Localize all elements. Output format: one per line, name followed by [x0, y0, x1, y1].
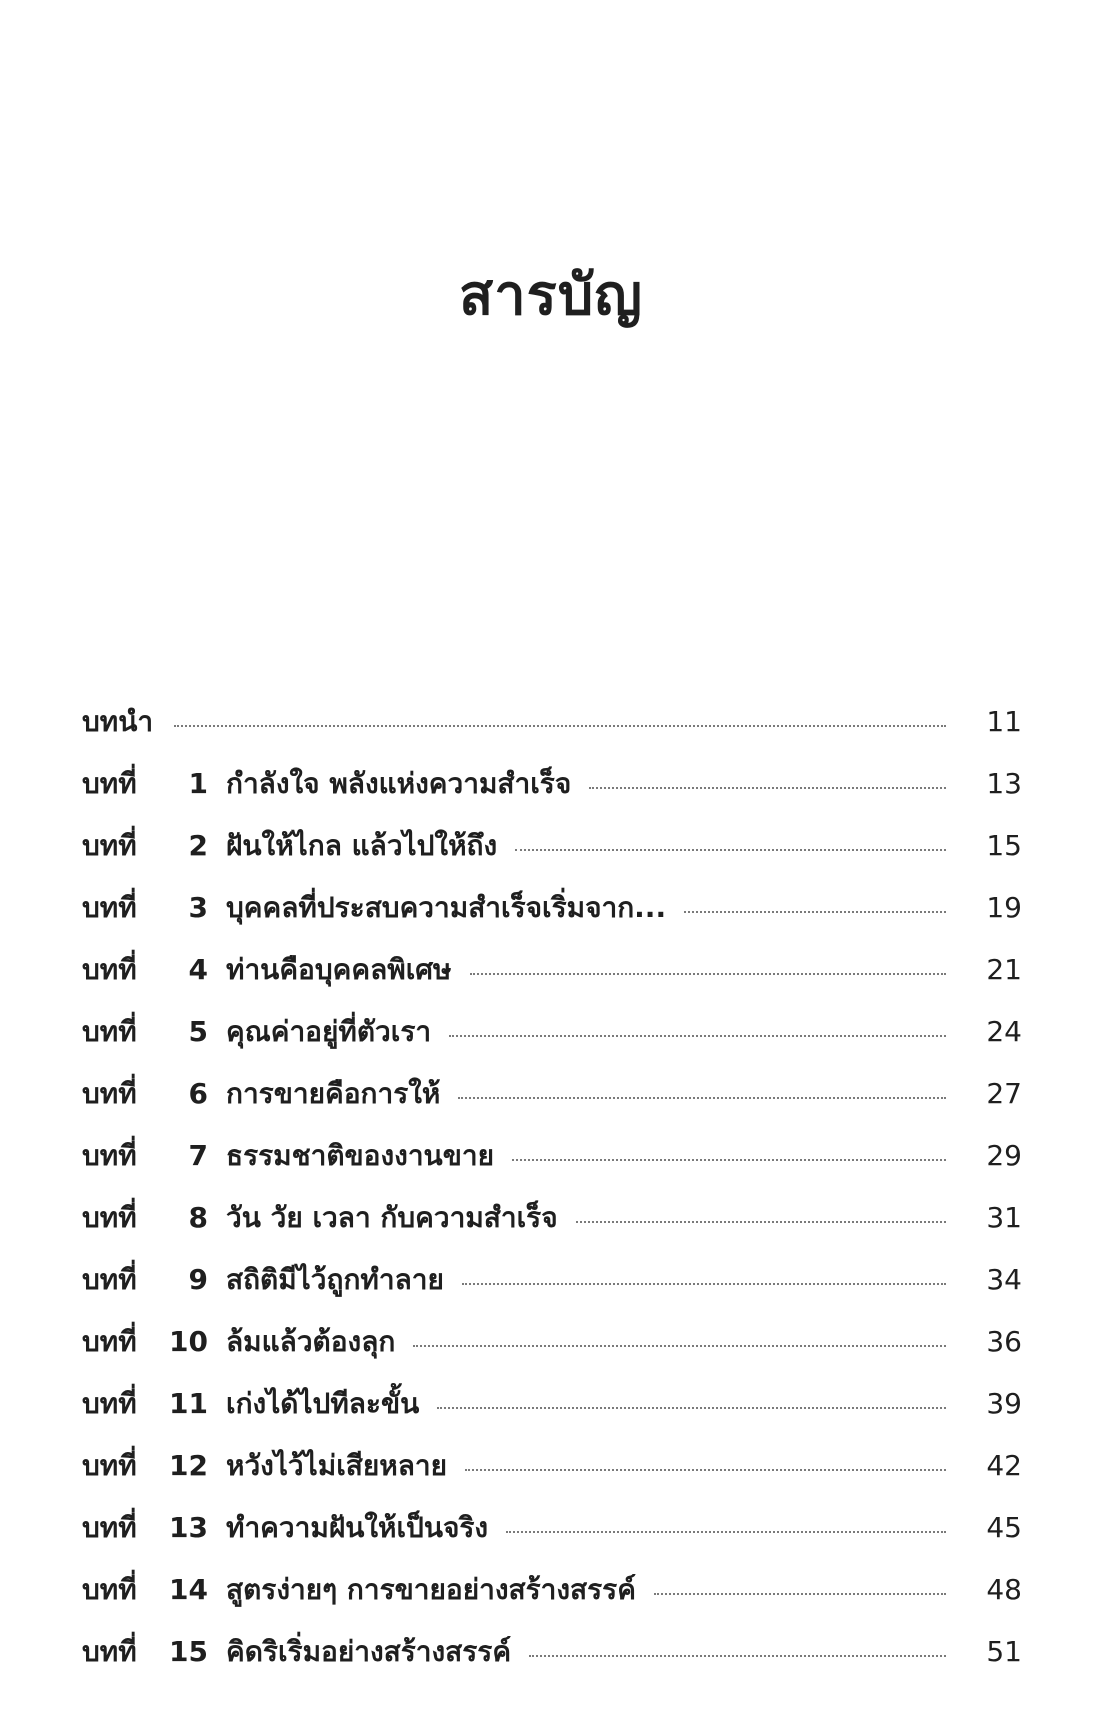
toc-entry-title: การขายคือการให้ — [226, 1077, 441, 1110]
toc-entry-page: 31 — [986, 1201, 1022, 1234]
toc-entry[interactable] — [82, 1320, 1022, 1382]
toc-entry-title: ธรรมชาติของงานขาย — [226, 1139, 494, 1172]
toc-entry[interactable] — [82, 1630, 1022, 1692]
page-title: สารบัญ — [459, 262, 643, 328]
toc-entry[interactable] — [82, 1382, 1022, 1444]
toc-entry-title: สูตรง่ายๆ การขายอย่างสร้างสรรค์ — [226, 1573, 636, 1606]
dot-leader — [529, 1655, 946, 1657]
toc-entry-title: สถิติมีไว้ถูกทำลาย — [226, 1263, 444, 1296]
toc-entry[interactable] — [82, 1506, 1022, 1568]
toc-entry[interactable] — [82, 1072, 1022, 1134]
toc-entry-number: 12 — [169, 1449, 208, 1482]
toc-entry[interactable] — [82, 1568, 1022, 1630]
toc-entry[interactable] — [82, 1196, 1022, 1258]
toc-entry-page: 39 — [986, 1387, 1022, 1420]
toc-entry-prefix: บทที่ — [82, 1573, 137, 1606]
dot-leader — [684, 911, 946, 913]
toc-entry-page: 29 — [986, 1139, 1022, 1172]
toc-entry-prefix: บทที่ — [82, 1511, 137, 1544]
toc-entry-prefix: บทที่ — [82, 1325, 137, 1358]
dot-leader — [589, 787, 946, 789]
toc-entry[interactable] — [82, 1134, 1022, 1196]
toc-entry-prefix: บทนำ — [82, 705, 154, 738]
dot-leader — [470, 973, 946, 975]
toc-entry-prefix: บทที่ — [82, 1635, 137, 1668]
toc-entry-prefix: บทที่ — [82, 891, 137, 924]
toc-entry-title: เก่งได้ไปทีละขั้น — [226, 1387, 420, 1420]
toc-entry-number: 3 — [188, 891, 208, 924]
toc-entry-page: 13 — [986, 767, 1022, 800]
toc-entry-prefix: บทที่ — [82, 829, 137, 862]
toc-entry-page: 27 — [986, 1077, 1022, 1110]
toc-entry-prefix: บทที่ — [82, 1263, 137, 1296]
toc-entry-number: 1 — [188, 767, 208, 800]
toc-entry-number: 14 — [169, 1573, 208, 1606]
toc-entry-page: 42 — [986, 1449, 1022, 1482]
toc-entry-page: 24 — [986, 1015, 1022, 1048]
toc-entry-number: 13 — [169, 1511, 208, 1544]
toc-entry-page: 21 — [986, 953, 1022, 986]
toc-entry-title: ท่านคือบุคคลพิเศษ — [226, 953, 452, 986]
dot-leader — [654, 1593, 946, 1595]
toc-entry-title: บุคคลที่ประสบความสำเร็จเริ่มจาก... — [226, 891, 667, 924]
dot-leader — [413, 1345, 946, 1347]
toc-entry-number: 15 — [169, 1635, 208, 1668]
dot-leader — [449, 1035, 946, 1037]
toc-entry-prefix: บทที่ — [82, 1015, 137, 1048]
toc-entry-page: 11 — [986, 705, 1022, 738]
dot-leader — [506, 1531, 946, 1533]
toc-entry[interactable] — [82, 948, 1022, 1010]
toc-entry-number: 8 — [188, 1201, 208, 1234]
toc-entry-prefix: บทที่ — [82, 767, 137, 800]
dot-leader — [576, 1221, 946, 1223]
toc-entry-number: 11 — [169, 1387, 208, 1420]
toc-entry-title: กำลังใจ พลังแห่งความสำเร็จ — [226, 767, 572, 800]
dot-leader — [458, 1097, 946, 1099]
dot-leader — [462, 1283, 946, 1285]
toc-entry-prefix: บทที่ — [82, 1387, 137, 1420]
toc-entry-title: วัน วัย เวลา กับความสำเร็จ — [226, 1201, 558, 1234]
toc-entry-number: 9 — [188, 1263, 208, 1296]
toc-entry[interactable] — [82, 1444, 1022, 1506]
toc-entry-prefix: บทที่ — [82, 1201, 137, 1234]
toc-entry-prefix: บทที่ — [82, 953, 137, 986]
toc-entry-prefix: บทที่ — [82, 1449, 137, 1482]
dot-leader — [512, 1159, 946, 1161]
toc-entry-page: 15 — [986, 829, 1022, 862]
toc-entry-page: 34 — [986, 1263, 1022, 1296]
toc-entry-number: 4 — [188, 953, 208, 986]
toc-entry-number: 7 — [188, 1139, 208, 1172]
toc-entry-prefix: บทที่ — [82, 1077, 137, 1110]
toc-entry-page: 19 — [986, 891, 1022, 924]
toc-entry-page: 51 — [986, 1635, 1022, 1668]
toc-entry-title: หวังไว้ไม่เสียหลาย — [226, 1449, 448, 1482]
toc-entry-number: 10 — [169, 1325, 208, 1358]
toc-entry[interactable] — [82, 1258, 1022, 1320]
toc-entry-number: 5 — [188, 1015, 208, 1048]
toc-entry-title: ฝันให้ไกล แล้วไปให้ถึง — [226, 829, 498, 862]
dot-leader — [437, 1407, 946, 1409]
toc-entry[interactable] — [82, 762, 1022, 824]
toc-entry[interactable] — [82, 1010, 1022, 1072]
toc-entry[interactable] — [82, 824, 1022, 886]
toc-entry-page: 48 — [986, 1573, 1022, 1606]
dot-leader — [174, 725, 946, 727]
toc-entry-title: ทำความฝันให้เป็นจริง — [226, 1511, 489, 1544]
toc-entry[interactable] — [82, 700, 1022, 762]
toc-entry-title: ล้มแล้วต้องลุก — [226, 1325, 396, 1358]
toc-entry-title: คิดริเริ่มอย่างสร้างสรรค์ — [226, 1635, 512, 1668]
toc-entry-page: 36 — [986, 1325, 1022, 1358]
toc-entry-number: 2 — [188, 829, 208, 862]
toc-entry-page: 45 — [986, 1511, 1022, 1544]
toc-entry-prefix: บทที่ — [82, 1139, 137, 1172]
toc-entry-title: คุณค่าอยู่ที่ตัวเรา — [226, 1015, 432, 1048]
toc-entry[interactable] — [82, 886, 1022, 948]
dot-leader — [515, 849, 946, 851]
toc-entry-number: 6 — [188, 1077, 208, 1110]
table-of-contents — [82, 700, 1022, 1692]
dot-leader — [465, 1469, 946, 1471]
